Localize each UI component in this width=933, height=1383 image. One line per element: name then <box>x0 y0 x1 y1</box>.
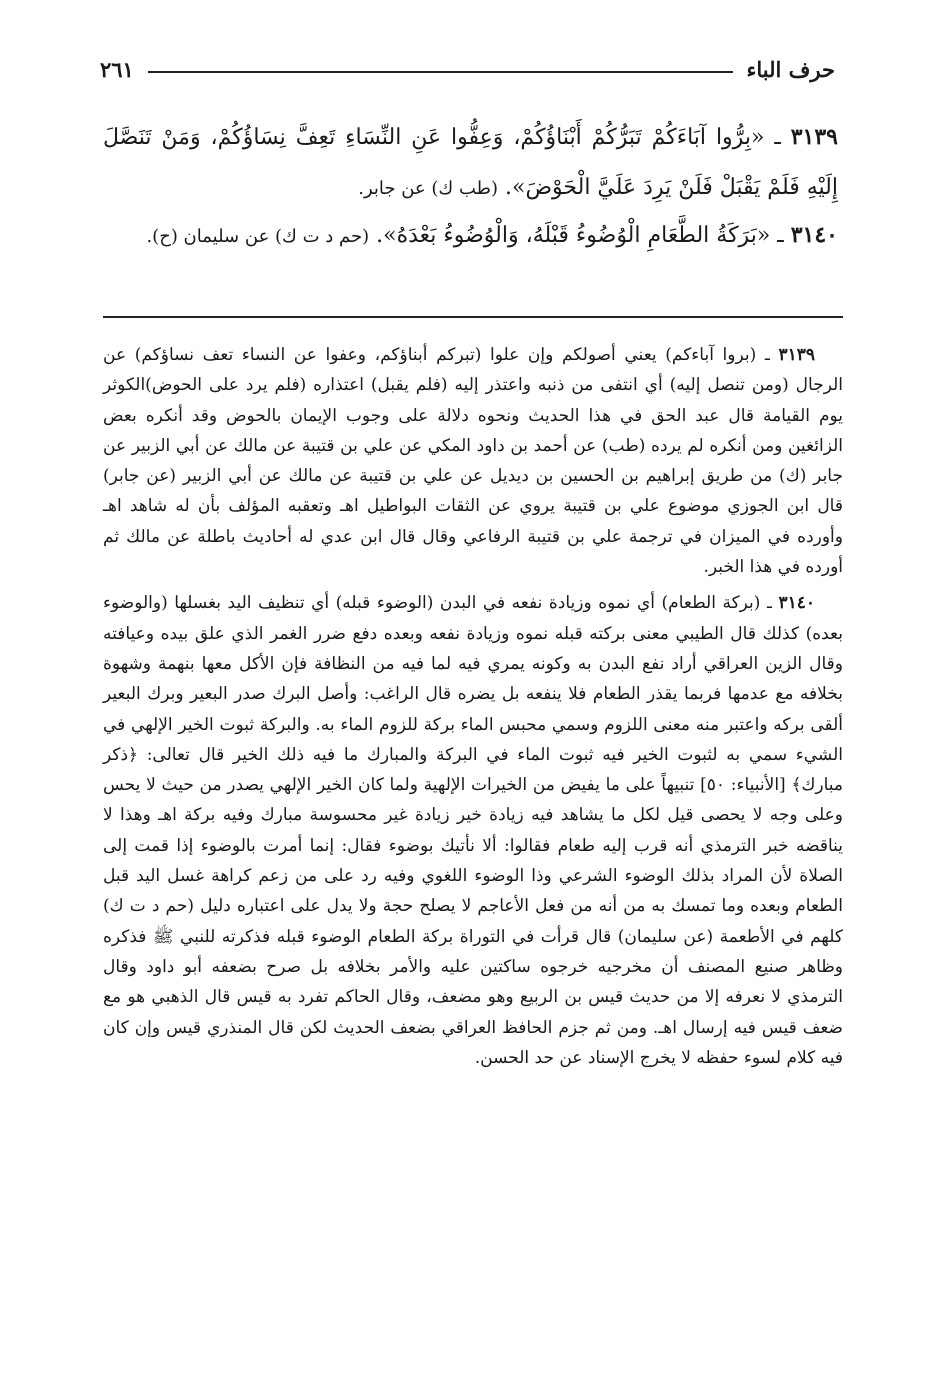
chapter-title: حرف الباء <box>746 56 835 82</box>
page-header <box>100 52 835 86</box>
commentary-text: (بروا آباءكم) يعني أصولكم وإن علوا (تبركم أبناؤكم، وعفوا عن النساء تعف نساؤكم) عن الرجال (ومن تنصل إليه) أي انتفى من ذنبه واعتذر إليه (فلم يقبل) اعتذاره (فلم يرد على الحوض)الكوثر يوم القيامة قال عبد الحق في هذا الحديث ونحوه دلالة على وجوب الإيمان بالحوض وقد أنكره بعض الزائغين ومن أنكره لم يرده (طب) عن أحمد بن داود المكي عن علي بن قتيبة عن مالك عن أبي الزبير عن جابر (ك) من طريق إبراهيم بن الحسين بن ديديل عن علي بن قتيبة عن مالك عن أبي الزبير (عن جابر) قال ابن الجوزي موضوع علي بن قتيبة يروي عن الثقات البواطيل اهـ وتعقبه المؤلف بأن له شاهد اهـ وأورده في الميزان في ترجمة علي بن قتيبة الرفاعي وقال قال ابن عدي له أحاديث باطلة عن مالك ثم أورده في هذا الخبر. <box>103 345 843 578</box>
commentary-number: ٣١٣٩ <box>778 345 815 365</box>
commentary-section <box>103 340 843 1079</box>
header-rule <box>148 71 733 73</box>
hadith-text: «بِرُّوا آبَاءَكُمْ تَبَرُّكُمْ أَبْنَاؤُكُمْ، وَعِفُّوا عَنِ النِّسَاءِ تَعِفَّ نِسَاؤُكُمْ، وَمَنْ تَنَصَّلَ إِلَيْهِ فَلَمْ يَقْبَلْ فَلَنْ يَرِدَ عَلَيَّ الْحَوْضَ». <box>103 125 838 200</box>
commentary-3139: ٣١٣٩ ـ (بروا آباءكم) يعني أصولكم وإن علوا (تبركم أبناؤكم، وعفوا عن النساء تعف نساؤكم) عن الرجال (ومن تنصل إليه) أي انتفى من ذنبه واعتذر إليه (فلم يقبل) اعتذاره (فلم يرد على الحوض)الكوثر يوم القيامة قال عبد الحق في هذا الحديث ونحوه دلالة على وجوب الإيمان بالحوض وقد أنكره بعض الزائغين ومن أنكره لم يرده (طب) عن أحمد بن داود المكي عن علي بن قتيبة عن مالك عن أبي الزبير عن جابر (ك) من طريق إبراهيم بن الحسين بن ديديل عن علي بن قتيبة عن مالك عن أبي الزبير (عن جابر) قال ابن الجوزي موضوع علي بن قتيبة يروي عن الثقات البواطيل اهـ وتعقبه المؤلف بأن له شاهد اهـ وأورده في الميزان في ترجمة علي بن قتيبة الرفاعي وقال قال ابن عدي له أحاديث باطلة عن مالك ثم أورده في هذا الخبر. <box>103 345 843 578</box>
hadith-3140: ٣١٤٠ ـ «بَرَكَةُ الطَّعَامِ الْوُضُوءُ قَبْلَهُ، وَالْوُضُوءُ بَعْدَهُ». (حم د ت ك) عن سليمان (ح). <box>146 222 838 248</box>
hadith-text: «بَرَكَةُ الطَّعَامِ الْوُضُوءُ قَبْلَهُ، وَالْوُضُوءُ بَعْدَهُ». <box>376 223 771 248</box>
hadith-source: (طب ك) عن جابر. <box>358 178 498 199</box>
hadith-number: ٣١٤٠ <box>790 222 838 248</box>
page-number: ٢٦١ <box>100 56 134 82</box>
commentary-number: ٣١٤٠ <box>778 593 815 614</box>
footnote-divider <box>103 316 843 318</box>
commentary-3140: ٣١٤٠ ـ (بركة الطعام) أي نموه وزيادة نفعه في البدن (الوضوء قبله) أي تنظيف اليد بغسلها (والوضوء بعده) كذلك قال الطيبي معنى بركته قبله نموه وزيادة نفعه وبعده دفع ضرر الغمر الذي علق بيده وعيافته وقال الزين العراقي أراد نفع البدن به وكونه يمري فيه لما فيه من النظافة فإن الأكل معها بنهمة وشهوة بخلافه مع عدمها فربما يقذر الطعام فلا ينفعه بل يضره قال الراغب: وأصل البرك صدر البعير وبرك البعير ألقى بركه واعتبر منه معنى اللزوم وسمي محبس الماء بركة للزوم الماء به. والبركة ثبوت الخير الإلهي في الشيء سمي به لثبوت الخير فيه ثبوت الماء في البركة والمبارك ما فيه ذلك الخير قال تعالى: ﴿ذكر مبارك﴾ [الأنبياء: ٥٠] تنبيهاً على ما يفيض من الخيرات الإلهية ولما كان الخير الإلهي يصدر من حيث لا يحس وعلى وجه لا يحصى قيل لكل ما يشاهد فيه زيادة خير زيادة غير محسوسة مبارك وفيه بركة اهـ وهذا لا يناقضه خبر الترمذي أنه قرب إليه طعام فقالوا: ألا نأتيك بوضوء فقال: إنما أمرت بالوضوء إذا قمت إلى الصلاة لأن المراد بذلك الوضوء الشرعي وذا الوضوء اللغوي وفيه رد على من زعم كراهة غسل اليد قبل الطعام وبعده وما تمسك به من أنه من فعل الأعاجم لا يصلح حجة ولا يدل على اعتباره دليل (حم د ت ك) كلهم في الأطعمة (عن سليمان) قال قرأت في التوراة بركة الطعام الوضوء قبله فذكرته للنبي ﷺ فذكره وظاهر صنيع المصنف أن مخرجيه خرجوه ساكتين عليه والأمر بخلافه بل صرح بضعفه أبو داود وقال الترمذي لا نعرفه إلا من حديث قيس بن الربيع وهو مضعف، وقال الحاكم تفرد به قيس قال الذهبي هو مع ضعف قيس فيه إرسال اهـ. ومن ثم جزم الحافظ العراقي بضعف الحديث لكن قال المنذري قيس وإن كان فيه كلام لسوء حفظه لا يخرج الإسناد عن حد الحسن. <box>103 593 844 1068</box>
hadith-number: ٣١٣٩ <box>790 124 838 150</box>
hadith-3139: ٣١٣٩ ـ «بِرُّوا آبَاءَكُمْ تَبَرُّكُمْ أَبْنَاؤُكُمْ، وَعِفُّوا عَنِ النِّسَاءِ تَعِفَّ نِسَاؤُكُمْ، وَمَنْ تَنَصَّلَ إِلَيْهِ فَلَمْ يَقْبَلْ فَلَنْ يَرِدَ عَلَيَّ الْحَوْضَ». (طب ك) عن جابر. <box>103 124 838 200</box>
hadith-source: (حم د ت ك) عن سليمان (ح). <box>146 226 370 247</box>
commentary-text: (بركة الطعام) أي نموه وزيادة نفعه في البدن (الوضوء قبله) أي تنظيف اليد بغسلها (والوضوء بعده) كذلك قال الطيبي معنى بركته قبله نموه وزيادة نفعه وبعده دفع ضرر الغمر الذي علق بيده وعيافته وقال الزين العراقي أراد نفع البدن به وكونه يمري فيه لما فيه من النظافة فإن الأكل معها بنهمة وشهوة بخلافه مع عدمها فربما يقذر الطعام فلا ينفعه بل يضره قال الراغب: وأصل البرك صدر البعير وبرك البعير ألقى بركه واعتبر منه معنى اللزوم وسمي محبس الماء بركة للزوم الماء به. والبركة ثبوت الخير الإلهي في الشيء سمي به لثبوت الخير فيه ثبوت الماء في البركة والمبارك ما فيه ذلك الخير قال تعالى: ﴿ذكر مبارك﴾ [الأنبياء: ٥٠] تنبيهاً على ما يفيض من الخيرات الإلهية ولما كان الخير الإلهي يصدر من حيث لا يحس وعلى وجه لا يحصى قيل لكل ما يشاهد فيه زيادة خير زيادة غير محسوسة مبارك وفيه بركة اهـ وهذا لا يناقضه خبر الترمذي أنه قرب إليه طعام فقالوا: ألا نأتيك بوضوء فقال: إنما أمرت بالوضوء إذا قمت إلى الصلاة لأن المراد بذلك الوضوء الشرعي وذا الوضوء اللغوي وفيه رد على من زعم كراهة غسل اليد قبل الطعام وبعده وما تمسك به من أنه من فعل الأعاجم لا يصلح حجة ولا يدل على اعتباره دليل (حم د ت ك) كلهم في الأطعمة (عن سليمان) قال قرأت في التوراة بركة الطعام الوضوء قبله فذكرته للنبي ﷺ فذكره وظاهر صنيع المصنف أن مخرجيه خرجوه ساكتين عليه والأمر بخلافه بل صرح بضعفه أبو داود وقال الترمذي لا نعرفه إلا من حديث قيس بن الربيع وهو مضعف، وقال الحاكم تفرد به قيس قال الذهبي هو مع ضعف قيس فيه إرسال اهـ. ومن ثم جزم الحافظ العراقي بضعف الحديث لكن قال المنذري قيس وإن كان فيه كلام لسوء حفظه لا يخرج الإسناد عن حد الحسن. <box>103 593 844 1068</box>
